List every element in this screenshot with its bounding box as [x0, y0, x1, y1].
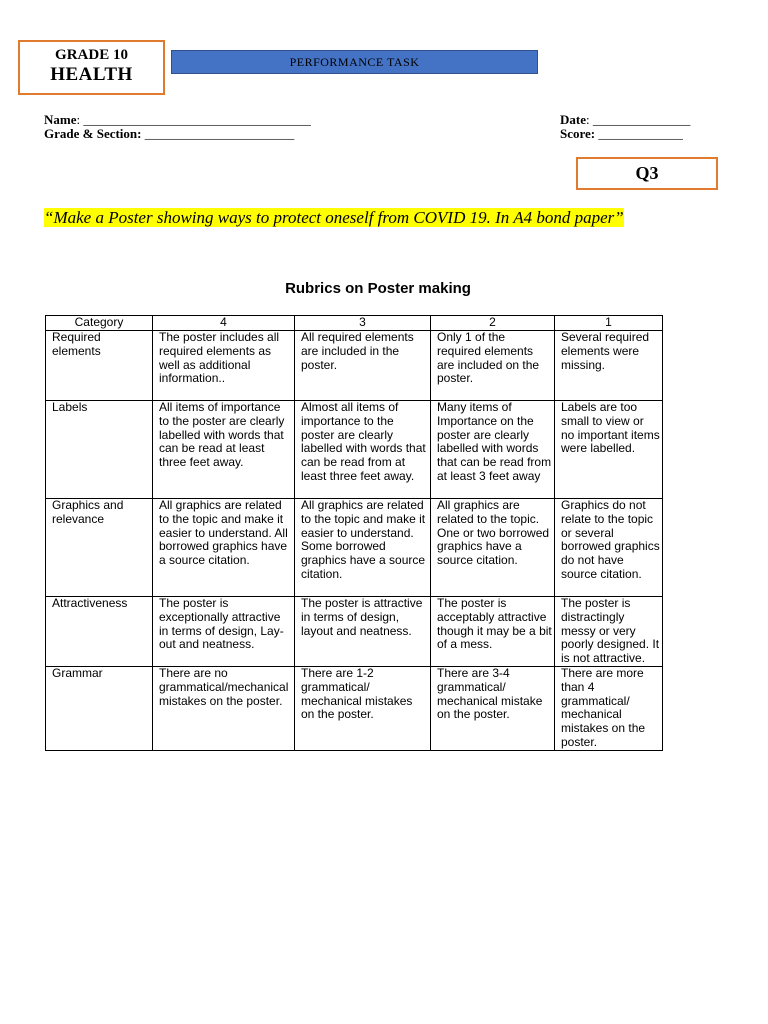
grade-section-field[interactable] — [44, 127, 294, 141]
criteria-cell: There are 3-4 grammatical/ mechanical mistake on the poster. — [431, 667, 555, 751]
rubric-header-row — [46, 316, 663, 331]
grade-section-label: Grade & Section: — [44, 126, 142, 141]
rubric-title: Rubrics on Poster making — [285, 280, 471, 297]
rubric-table — [45, 315, 663, 751]
subject-label: HEALTH — [50, 64, 133, 85]
header-score-2: 2 — [431, 316, 555, 331]
header-score-4: 4 — [153, 316, 295, 331]
header-score-1: 1 — [555, 316, 663, 331]
criteria-cell: Almost all items of importance to the poster are clearly labelled with words that can be read from at least three feet away. — [295, 401, 431, 499]
criteria-cell: The poster includes all required elements as well as additional information.. — [153, 331, 295, 401]
criteria-cell: Only 1 of the required elements are included on the poster. — [431, 331, 555, 401]
criteria-cell: There are no grammatical/mechanical mistakes on the poster. — [153, 667, 295, 751]
instruction-text: “Make a Poster showing ways to protect oneself from COVID 19. In A4 bond paper” — [44, 208, 624, 227]
criteria-cell: There are more than 4 grammatical/ mechanical mistakes on the poster. — [555, 667, 663, 751]
table-row — [46, 331, 663, 401]
date-field[interactable] — [560, 113, 690, 127]
criteria-cell: Graphics do not relate to the topic or several borrowed graphics do not have source citation. — [555, 499, 663, 597]
category-cell: Graphics and relevance — [46, 499, 153, 597]
grade-label: GRADE 10 — [55, 47, 128, 63]
criteria-cell: Labels are too small to view or no important items were labelled. — [555, 401, 663, 499]
criteria-cell: The poster is acceptably attractive though it may be a bit of a mess. — [431, 597, 555, 667]
criteria-cell: There are 1-2 grammatical/ mechanical mistakes on the poster. — [295, 667, 431, 751]
score-field[interactable] — [560, 127, 683, 141]
criteria-cell: The poster is exceptionally attractive in terms of design, Lay-out and neatness. — [153, 597, 295, 667]
task-instruction — [44, 208, 704, 228]
score-line: _____________ — [595, 126, 683, 141]
score-label: Score: — [560, 126, 596, 141]
category-cell: Required elements — [46, 331, 153, 401]
quarter-box: Q3 — [576, 157, 718, 190]
grade-section-line: _______________________ — [141, 126, 295, 141]
performance-task-banner: PERFORMANCE TASK — [171, 50, 538, 74]
criteria-cell: The poster is distractingly messy or very poorly designed. It is not attractive. — [555, 597, 663, 667]
table-row — [46, 597, 663, 667]
criteria-cell: All required elements are included in the poster. — [295, 331, 431, 401]
criteria-cell: Many items of Importance on the poster are clearly labelled with words that can be read from at least 3 feet away — [431, 401, 555, 499]
name-field[interactable] — [44, 113, 311, 127]
table-row — [46, 401, 663, 499]
date-line: : _______________ — [586, 112, 691, 127]
criteria-cell: The poster is attractive in terms of design, layout and neatness. — [295, 597, 431, 667]
category-cell: Grammar — [46, 667, 153, 751]
table-row — [46, 667, 663, 751]
date-label: Date — [560, 112, 586, 127]
name-line: : ___________________________________ — [76, 112, 311, 127]
criteria-cell: All graphics are related to the topic and make it easier to understand. Some borrowed graphics have a source citation. — [295, 499, 431, 597]
criteria-cell: All graphics are related to the topic and make it easier to understand. All borrowed graphics have a source citation. — [153, 499, 295, 597]
header-score-3: 3 — [295, 316, 431, 331]
criteria-cell: All items of importance to the poster are clearly labelled with words that can be read at least three feet away. — [153, 401, 295, 499]
name-label: Name — [44, 112, 77, 127]
criteria-cell: Several required elements were missing. — [555, 331, 663, 401]
category-cell: Labels — [46, 401, 153, 499]
category-cell: Attractiveness — [46, 597, 153, 667]
table-row — [46, 499, 663, 597]
grade-subject-box — [18, 40, 165, 95]
header-category: Category — [46, 316, 153, 331]
criteria-cell: All graphics are related to the topic. One or two borrowed graphics have a source citation. — [431, 499, 555, 597]
